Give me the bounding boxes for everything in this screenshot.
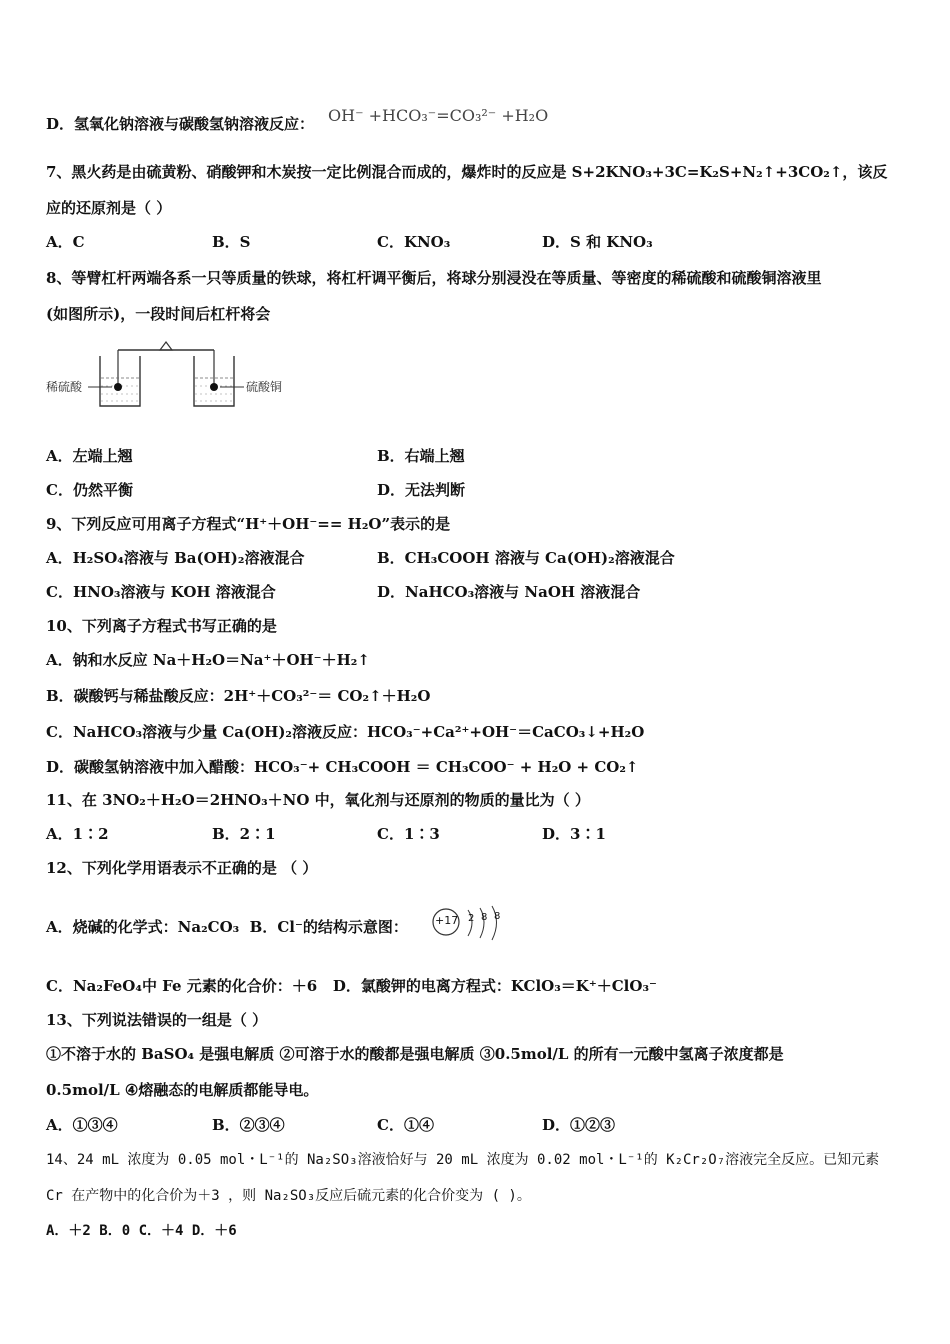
q12-options-ab — [46, 917, 408, 937]
q13-option-b[interactable]: B．②③④ — [212, 1116, 285, 1134]
q13-stem: 13、下列说法错误的一组是（ ） — [46, 1011, 268, 1029]
fig-label-copper-sulfate: 硫酸铜 — [246, 380, 283, 394]
q8-stem-line1: 8、等臂杠杆两端各系一只等质量的铁球，将杠杆调平衡后，将球分别浸没在等质量、等密度的稀硫酸和硫酸铜溶液里 — [46, 269, 822, 287]
q8-stem-line2: (如图所示)，一段时间后杠杆将会 — [46, 305, 271, 323]
q11-stem: 11、在 3NO₂＋H₂O＝2HNO₃＋NO 中，氧化剂与还原剂的物质的量比为（ ） — [46, 791, 590, 809]
q11-option-b[interactable]: B．2∶1 — [212, 825, 276, 843]
lever-beaker-figure — [46, 334, 306, 414]
q9-option-c[interactable]: C．HNO₃溶液与 KOH 溶液混合 — [46, 583, 276, 601]
q10-option-c[interactable]: C．NaHCO₃溶液与少量 Ca(OH)₂溶液反应：HCO₃⁻+Ca²⁺+OH⁻＝CaCO₃↓+H₂O — [46, 723, 645, 741]
q12-stem: 12、下列化学用语表示不正确的是 （ ） — [46, 859, 318, 877]
q7-stem-line2: 应的还原剂是（ ） — [46, 199, 172, 217]
q6-option-d-text: D．氢氧化钠溶液与碳酸氢钠溶液反应： — [46, 115, 315, 133]
q11-option-a[interactable]: A．1∶2 — [46, 825, 109, 843]
q12-options-cd — [46, 976, 657, 996]
lever-beaker-diagram — [46, 334, 306, 414]
q9-option-b[interactable]: B．CH₃COOH 溶液与 Ca(OH)₂溶液混合 — [377, 549, 675, 567]
q13-statements-line2: 0.5mol/L ④熔融态的电解质都能导电。 — [46, 1081, 319, 1099]
q14-stem-line1: 14、24 mL 浓度为 0.05 mol・L⁻¹的 Na₂SO₃溶液恰好与 20 mL 浓度为 0.02 mol・L⁻¹的 K₂Cr₂O₇溶液完全反应。已知元素 — [46, 1152, 880, 1168]
q8-option-c[interactable]: C．仍然平衡 — [46, 481, 133, 499]
q7-option-b[interactable]: B．S — [212, 233, 251, 251]
q12-option-a[interactable]: A．烧碱的化学式：Na₂CO₃ — [46, 918, 240, 936]
nucleus-charge: +17 — [435, 914, 459, 927]
q6-option-d-equation: OH⁻ +HCO₃⁻=CO₃²⁻ +H₂O — [328, 106, 549, 125]
q7-option-a[interactable]: A．C — [46, 233, 85, 251]
q8-option-d[interactable]: D．无法判断 — [377, 481, 466, 499]
q10-stem: 10、下列离子方程式书写正确的是 — [46, 617, 277, 635]
q13-option-d[interactable]: D．①②③ — [542, 1116, 616, 1134]
shell-1-electrons: 2 — [468, 913, 475, 924]
q6-option-d — [46, 106, 549, 134]
q13-option-c[interactable]: C．①④ — [377, 1116, 434, 1134]
cl-ion-structure-diagram — [430, 904, 510, 944]
q12-option-d[interactable]: D．氯酸钾的电离方程式：KClO₃＝K⁺＋ClO₃⁻ — [332, 977, 657, 995]
q10-option-b[interactable]: B．碳酸钙与稀盐酸反应：2H⁺＋CO₃²⁻＝ CO₂↑＋H₂O — [46, 687, 431, 705]
q12-option-b[interactable]: B．Cl⁻的结构示意图： — [249, 918, 408, 936]
q12-option-c[interactable]: C．Na₂FeO₄中 Fe 元素的化合价：＋6 — [46, 977, 318, 995]
fig-label-dilute-sulfuric: 稀硫酸 — [46, 380, 83, 394]
q8-option-a[interactable]: A．左端上翘 — [46, 447, 133, 465]
q7-option-c[interactable]: C．KNO₃ — [377, 233, 451, 251]
q7-stem-line1: 7、黑火药是由硫黄粉、硝酸钾和木炭按一定比例混合而成的，爆炸时的反应是 S+2KNO₃+3C=K₂S+N₂↑+3CO₂↑，该反 — [46, 163, 888, 181]
q11-option-c[interactable]: C．1∶3 — [377, 825, 440, 843]
q9-option-d[interactable]: D．NaHCO₃溶液与 NaOH 溶液混合 — [377, 583, 641, 601]
q10-option-a[interactable]: A．钠和水反应 Na＋H₂O＝Na⁺＋OH⁻＋H₂↑ — [46, 651, 370, 669]
shell-3-electrons: 8 — [494, 911, 501, 922]
q14-stem-line2: Cr 在产物中的化合价为＋3 ，则 Na₂SO₃反应后硫元素的化合价变为 ( )。 — [46, 1188, 531, 1204]
q8-option-b[interactable]: B．右端上翘 — [377, 447, 465, 465]
q7-option-d[interactable]: D．S 和 KNO₃ — [542, 233, 653, 251]
q13-option-a[interactable]: A．①③④ — [46, 1116, 118, 1134]
q14-options[interactable]: A．＋2 B．0 C．＋4 D．＋6 — [46, 1223, 237, 1239]
shell-2-electrons: 8 — [481, 912, 488, 923]
q10-option-d[interactable]: D．碳酸氢钠溶液中加入醋酸：HCO₃⁻+ CH₃COOH ＝ CH₃COO⁻ + H₂O + CO₂↑ — [46, 758, 639, 776]
q11-option-d[interactable]: D．3∶1 — [542, 825, 606, 843]
q9-stem: 9、下列反应可用离子方程式“H⁺＋OH⁻== H₂O”表示的是 — [46, 515, 451, 533]
q13-statements-line1: ①不溶于水的 BaSO₄ 是强电解质 ②可溶于水的酸都是强电解质 ③0.5mol/L 的所有一元酸中氢离子浓度都是 — [46, 1045, 784, 1063]
q9-option-a[interactable]: A．H₂SO₄溶液与 Ba(OH)₂溶液混合 — [46, 549, 305, 567]
